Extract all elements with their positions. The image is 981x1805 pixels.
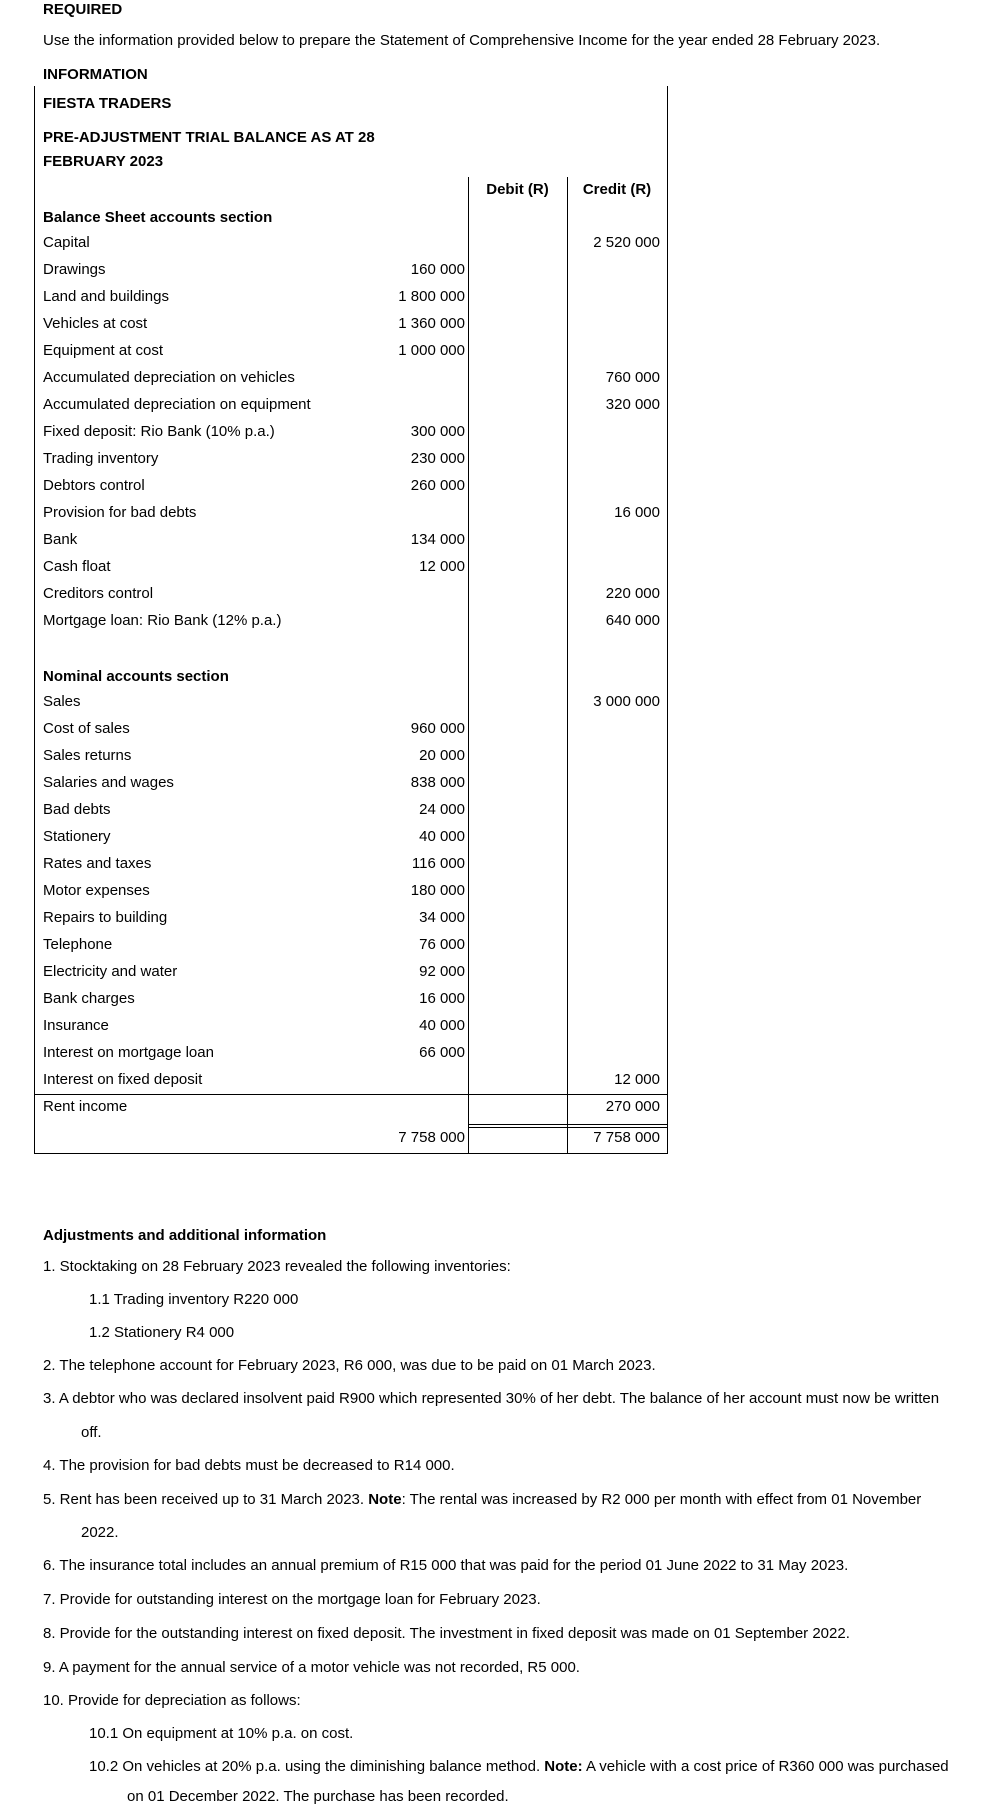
account-name: Debtors control: [43, 477, 145, 494]
adjustment-1-1: 1.1 Trading inventory R220 000: [89, 1291, 299, 1308]
adjustment-10-2-text-after: A vehicle with a cost price of R360 000 was purchased: [582, 1758, 949, 1775]
account-name: Bad debts: [43, 801, 111, 818]
table-row: [34, 986, 668, 1013]
account-name: Sales: [43, 693, 81, 710]
adjustment-4: 4. The provision for bad debts must be decreased to R14 000.: [43, 1457, 455, 1474]
adjustment-10-1: 10.1 On equipment at 10% p.a. on cost.: [89, 1725, 354, 1742]
debit-amount: 1 360 000: [398, 315, 465, 332]
account-name: Rent income: [43, 1098, 128, 1115]
required-instruction: Use the information provided below to prepare the Statement of Comprehensive Income for the year ended 28 February 2023.: [43, 32, 881, 49]
account-name: Cash float: [43, 558, 111, 575]
table-row: [34, 905, 668, 932]
adjustment-9: 9. A payment for the annual service of a motor vehicle was not recorded, R5 000.: [43, 1659, 580, 1676]
adjustment-5-continued: 2022.: [81, 1524, 119, 1541]
trial-balance-table: [34, 86, 668, 1155]
account-name: Accumulated depreciation on vehicles: [43, 369, 295, 386]
account-name: Creditors control: [43, 585, 154, 602]
table-row: [34, 446, 668, 473]
table-bottom-border: [34, 1153, 668, 1154]
table-row: [34, 392, 668, 419]
table-row: [34, 770, 668, 797]
account-name: Trading inventory: [43, 450, 159, 467]
account-name: Bank charges: [43, 990, 135, 1007]
account-name: Telephone: [43, 936, 113, 953]
table-row: [34, 500, 668, 527]
credit-amount: 270 000: [605, 1098, 660, 1115]
credit-amount: 2 520 000: [593, 234, 660, 251]
table-row: [34, 716, 668, 743]
required-heading: REQUIRED: [43, 1, 123, 18]
debit-amount: 16 000: [419, 990, 465, 1007]
account-name: Mortgage loan: Rio Bank (12% p.a.): [43, 612, 282, 629]
tb-title-line1: PRE-ADJUSTMENT TRIAL BALANCE AS AT 28: [43, 129, 375, 146]
credit-amount: 3 000 000: [593, 693, 660, 710]
nominal-section-heading: Nominal accounts section: [43, 668, 229, 685]
total-double-underline: [468, 1127, 668, 1128]
debit-amount: 24 000: [419, 801, 465, 818]
adjustment-10-2-note: Note:: [544, 1758, 583, 1775]
debit-amount: 960 000: [410, 720, 465, 737]
account-name: Vehicles at cost: [43, 315, 148, 332]
table-row: [34, 257, 668, 284]
adjustment-10: 10. Provide for depreciation as follows:: [43, 1692, 301, 1709]
adjustment-6: 6. The insurance total includes an annual premium of R15 000 that was paid for the period 01 June 2022 to 31 May 2023.: [43, 1557, 849, 1574]
business-name: FIESTA TRADERS: [43, 95, 172, 112]
adjustment-7: 7. Provide for outstanding interest on the mortgage loan for February 2023.: [43, 1591, 541, 1608]
account-name: Interest on fixed deposit: [43, 1071, 203, 1088]
debit-amount: 116 000: [411, 855, 465, 872]
table-row: [34, 284, 668, 311]
debit-amount: 838 000: [410, 774, 465, 791]
table-row: [34, 1040, 668, 1067]
tb-title-line2: FEBRUARY 2023: [43, 153, 164, 170]
debit-amount: 34 000: [419, 909, 465, 926]
account-name: Land and buildings: [43, 288, 169, 305]
adjustment-10-2-continued: on 01 December 2022. The purchase has been recorded.: [127, 1788, 509, 1805]
total-underline: [468, 1124, 668, 1125]
table-row: [34, 851, 668, 878]
table-row: [34, 959, 668, 986]
table-row: [34, 797, 668, 824]
information-heading: INFORMATION: [43, 66, 148, 83]
adjustment-8: 8. Provide for the outstanding interest on fixed deposit. The investment in fixed deposit was made on 01 September 2022.: [43, 1625, 850, 1642]
credit-amount: 16 000: [614, 504, 660, 521]
table-row: [34, 608, 668, 635]
debit-amount: 230 000: [410, 450, 465, 467]
account-name: Rates and taxes: [43, 855, 152, 872]
table-row: [34, 419, 668, 446]
credit-amount: 12 000: [614, 1071, 660, 1088]
debit-amount: 260 000: [410, 477, 465, 494]
adjustment-5-text-after: : The rental was increased by R2 000 per month with effect from 01 November: [401, 1491, 922, 1508]
credit-amount: 220 000: [605, 585, 660, 602]
debit-amount: 76 000: [419, 936, 465, 953]
table-row: [34, 1067, 668, 1094]
debit-amount: 300 000: [410, 423, 465, 440]
debit-amount: 160 000: [410, 261, 465, 278]
table-row: [34, 311, 668, 338]
debit-header: Debit (R): [486, 181, 549, 198]
account-name: Capital: [43, 234, 90, 251]
account-name: Motor expenses: [43, 882, 150, 899]
table-row: [34, 689, 668, 716]
table-row: [34, 878, 668, 905]
adjustment-1: 1. Stocktaking on 28 February 2023 revealed the following inventories:: [43, 1258, 511, 1275]
account-name: Interest on mortgage loan: [43, 1044, 214, 1061]
table-row: [34, 932, 668, 959]
table-row: [34, 527, 668, 554]
adjustment-2: 2. The telephone account for February 2023, R6 000, was due to be paid on 01 March 2023.: [43, 1357, 656, 1374]
credit-amount: 640 000: [605, 612, 660, 629]
table-row: [34, 365, 668, 392]
table-row: [34, 743, 668, 770]
debit-amount: 1 000 000: [398, 342, 465, 359]
credit-amount: 320 000: [605, 396, 660, 413]
table-row: [34, 473, 668, 500]
table-row: [34, 1013, 668, 1040]
account-name: Stationery: [43, 828, 111, 845]
debit-amount: 180 000: [410, 882, 465, 899]
account-name: Drawings: [43, 261, 106, 278]
adjustment-5-text: 5. Rent has been received up to 31 March 2023.: [43, 1491, 369, 1508]
table-row: [34, 824, 668, 851]
debit-amount: 1 800 000: [398, 288, 465, 305]
total-credit: 7 758 000: [593, 1129, 660, 1146]
account-name: Salaries and wages: [43, 774, 174, 791]
account-name: Insurance: [43, 1017, 109, 1034]
adjustments-heading: Adjustments and additional information: [43, 1227, 327, 1244]
account-name: Equipment at cost: [43, 342, 164, 359]
credit-amount: 760 000: [605, 369, 660, 386]
account-name: Provision for bad debts: [43, 504, 197, 521]
account-name: Cost of sales: [43, 720, 130, 737]
table-row: [34, 581, 668, 608]
account-name: Sales returns: [43, 747, 132, 764]
debit-amount: 20 000: [419, 747, 465, 764]
adjustment-5-note: Note: [368, 1491, 402, 1508]
table-row: [34, 1094, 668, 1121]
debit-amount: 40 000: [419, 828, 465, 845]
total-debit: 7 758 000: [398, 1129, 465, 1146]
account-name: Repairs to building: [43, 909, 168, 926]
account-name: Accumulated depreciation on equipment: [43, 396, 311, 413]
adjustment-3-continued: off.: [81, 1424, 102, 1441]
credit-header: Credit (R): [582, 181, 652, 198]
account-name: Fixed deposit: Rio Bank (10% p.a.): [43, 423, 275, 440]
debit-amount: 134 000: [410, 531, 465, 548]
adjustment-10-2: [89, 1758, 949, 1775]
debit-amount: 40 000: [419, 1017, 465, 1034]
adjustment-10-2-text: 10.2 On vehicles at 20% p.a. using the diminishing balance method.: [89, 1758, 545, 1775]
debit-amount: 92 000: [419, 963, 465, 980]
adjustment-5: [43, 1491, 921, 1508]
account-name: Electricity and water: [43, 963, 178, 980]
debit-amount: 66 000: [419, 1044, 465, 1061]
bs-section-heading: Balance Sheet accounts section: [43, 209, 273, 226]
adjustment-3: 3. A debtor who was declared insolvent paid R900 which represented 30% of her debt. The balance of her account must now be written: [43, 1390, 940, 1407]
debit-amount: 12 000: [419, 558, 465, 575]
account-name: Bank: [43, 531, 78, 548]
table-row: [34, 554, 668, 581]
adjustment-1-2: 1.2 Stationery R4 000: [89, 1324, 235, 1341]
table-row: [34, 338, 668, 365]
table-row: [34, 230, 668, 257]
